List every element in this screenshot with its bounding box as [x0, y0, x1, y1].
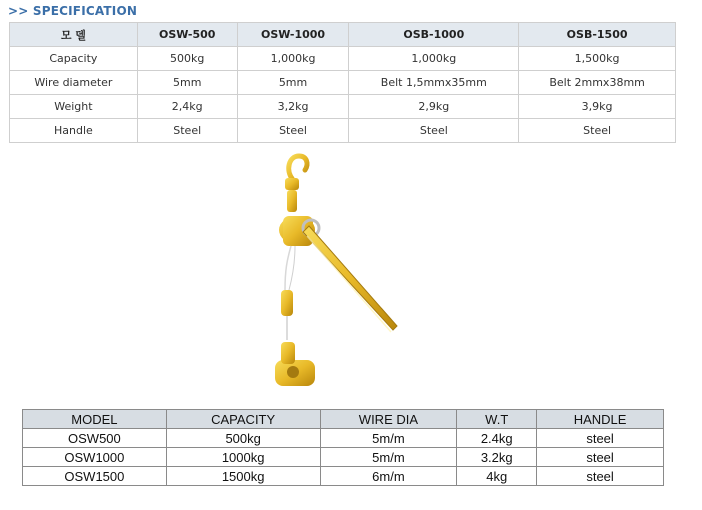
model-header-cell: W.T [457, 410, 537, 429]
spec-cell: 5mm [237, 71, 349, 95]
spec-cell: 500kg [137, 47, 237, 71]
spec-row-label: Weight [10, 95, 138, 119]
spec-cell: Belt 1,5mmx35mm [349, 71, 519, 95]
model-cell: 5m/m [320, 448, 457, 467]
model-cell: 4kg [457, 467, 537, 486]
spec-cell: 1,000kg [349, 47, 519, 71]
spec-cell: 3,9kg [519, 95, 676, 119]
spec-cell: 1,500kg [519, 47, 676, 71]
model-cell: 1500kg [166, 467, 320, 486]
section-title: >> SPECIFICATION [8, 4, 138, 18]
spec-row-label: Capacity [10, 47, 138, 71]
table-row [10, 47, 676, 71]
spec-row-label: Handle [10, 119, 138, 143]
spec-cell: 3,2kg [237, 95, 349, 119]
model-table [22, 409, 664, 486]
model-header-row [23, 410, 664, 429]
table-row [23, 429, 664, 448]
spec-cell: Steel [349, 119, 519, 143]
spec-header-cell: OSB-1500 [519, 23, 676, 47]
table-row [23, 467, 664, 486]
spec-header-row [10, 23, 676, 47]
model-cell: steel [537, 429, 664, 448]
spec-cell: Steel [237, 119, 349, 143]
spec-cell: 2,4kg [137, 95, 237, 119]
model-cell: OSW1500 [23, 467, 167, 486]
model-header-cell: WIRE DIA [320, 410, 457, 429]
table-row [10, 95, 676, 119]
spec-cell: 2,9kg [349, 95, 519, 119]
model-cell: OSW500 [23, 429, 167, 448]
model-cell: steel [537, 448, 664, 467]
spec-cell: 1,000kg [237, 47, 349, 71]
spec-cell: Belt 2mmx38mm [519, 71, 676, 95]
table-row [10, 71, 676, 95]
spec-cell: 5mm [137, 71, 237, 95]
table-row [23, 448, 664, 467]
model-header-cell: MODEL [23, 410, 167, 429]
model-cell: OSW1000 [23, 448, 167, 467]
spec-header-cell: OSW-500 [137, 23, 237, 47]
model-cell: 5m/m [320, 429, 457, 448]
spec-header-cell: 모 델 [10, 23, 138, 47]
model-cell: 2.4kg [457, 429, 537, 448]
model-cell: 1000kg [166, 448, 320, 467]
specification-table [9, 22, 676, 143]
spec-header-cell: OSW-1000 [237, 23, 349, 47]
spec-cell: Steel [137, 119, 237, 143]
lever-hoist-puller-image [245, 150, 415, 405]
model-header-cell: HANDLE [537, 410, 664, 429]
model-cell: 3.2kg [457, 448, 537, 467]
model-cell: steel [537, 467, 664, 486]
spec-row-label: Wire diameter [10, 71, 138, 95]
spec-cell: Steel [519, 119, 676, 143]
model-header-cell: CAPACITY [166, 410, 320, 429]
spec-header-cell: OSB-1000 [349, 23, 519, 47]
model-cell: 6m/m [320, 467, 457, 486]
model-cell: 500kg [166, 429, 320, 448]
table-row [10, 119, 676, 143]
